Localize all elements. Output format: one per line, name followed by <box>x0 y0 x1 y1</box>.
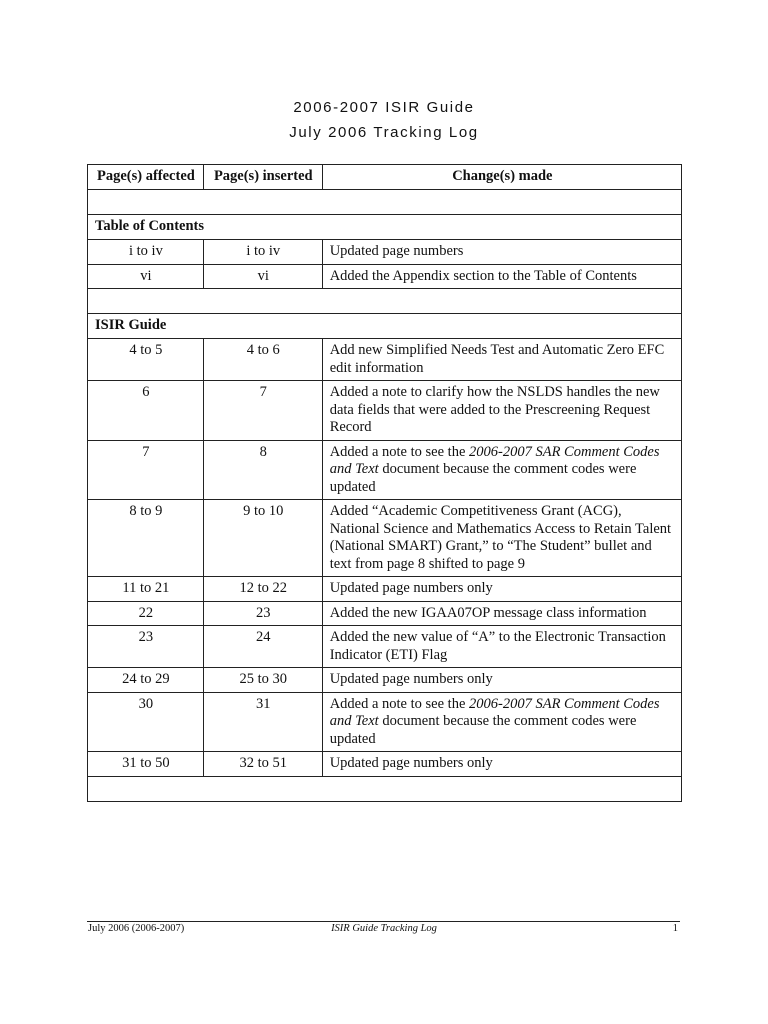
pages-affected-cell: i to iv <box>88 240 204 265</box>
change-text: Updated page numbers only <box>329 755 493 771</box>
pages-affected-cell: 24 to 29 <box>88 668 204 693</box>
pages-inserted-cell: 23 <box>203 601 322 626</box>
footer-page-number: 1 <box>672 923 678 934</box>
blank-row <box>88 289 682 314</box>
table-row <box>88 577 682 602</box>
blank-cell <box>88 289 682 314</box>
change-made-cell <box>322 601 681 626</box>
pages-affected-cell: vi <box>88 264 204 289</box>
table-row <box>88 668 682 693</box>
pages-inserted-cell: 12 to 22 <box>203 577 322 602</box>
section-heading: Table of Contents <box>88 215 682 240</box>
pages-inserted-cell: 31 <box>203 692 322 752</box>
header-pages-inserted: Page(s) inserted <box>203 165 322 190</box>
table-row <box>88 264 682 289</box>
change-made-cell <box>322 626 681 668</box>
header-pages-affected: Page(s) affected <box>88 165 204 190</box>
document-subtitle: July 2006 Tracking Log <box>289 124 479 141</box>
pages-inserted-cell: vi <box>203 264 322 289</box>
change-made-cell <box>322 668 681 693</box>
change-text: Add new Simplified Needs Test and Automatic Zero EFC edit information <box>329 342 665 376</box>
footer-rule <box>87 921 680 922</box>
pages-affected-cell: 6 <box>88 381 204 441</box>
footer-date: July 2006 (2006-2007) <box>88 923 185 934</box>
change-made-cell <box>322 500 681 577</box>
table-row <box>88 601 682 626</box>
pages-inserted-cell: 8 <box>203 440 322 500</box>
change-text: Added the new IGAA07OP message class information <box>329 604 647 621</box>
tracking-log-table <box>87 164 682 802</box>
change-text: Added a note to see the <box>329 443 470 460</box>
change-made-cell <box>322 692 681 752</box>
change-text: Added a note to clarify how the NSLDS handles the new data fields that were added to the Prescreening Request Record <box>329 384 660 435</box>
pages-affected-cell: 11 to 21 <box>88 577 204 602</box>
change-made-cell <box>322 381 681 441</box>
pages-inserted-cell: 32 to 51 <box>203 752 322 777</box>
pages-inserted-cell: 7 <box>203 381 322 441</box>
blank-row <box>88 190 682 215</box>
change-made-cell <box>322 339 681 381</box>
change-text: document because the comment codes were updated <box>329 461 637 495</box>
pages-affected-cell: 7 <box>88 440 204 500</box>
pages-affected-cell: 23 <box>88 626 204 668</box>
table-row <box>88 381 682 441</box>
table-row <box>88 752 682 777</box>
pages-affected-cell: 30 <box>88 692 204 752</box>
change-text: Added the new value of “A” to the Electronic Transaction Indicator (ETI) Flag <box>329 629 666 663</box>
table-body <box>88 190 682 802</box>
table-row <box>88 626 682 668</box>
pages-affected-cell: 8 to 9 <box>88 500 204 577</box>
change-made-cell <box>322 264 681 289</box>
pages-inserted-cell: 24 <box>203 626 322 668</box>
blank-cell <box>88 776 682 801</box>
table-header-row <box>88 165 682 190</box>
change-made-cell <box>322 752 681 777</box>
table-row <box>88 339 682 381</box>
table-row <box>88 500 682 577</box>
change-made-cell <box>322 440 681 500</box>
change-made-cell <box>322 240 681 265</box>
header-changes-made: Change(s) made <box>322 165 681 190</box>
pages-affected-cell: 31 to 50 <box>88 752 204 777</box>
section-row <box>88 314 682 339</box>
change-text: document because the comment codes were updated <box>329 713 637 747</box>
pages-affected-cell: 22 <box>88 601 204 626</box>
footer-doc-title: ISIR Guide Tracking Log <box>331 923 437 934</box>
change-text: Added a note to see the <box>329 695 470 712</box>
pages-inserted-cell: 25 to 30 <box>203 668 322 693</box>
document-reference-text: 2006-2007 SAR Comment Codes and Text <box>329 443 660 477</box>
blank-cell <box>88 190 682 215</box>
table-row <box>88 240 682 265</box>
change-text: Updated page numbers <box>329 243 464 259</box>
pages-affected-cell: 4 to 5 <box>88 339 204 381</box>
document-reference-text: 2006-2007 SAR Comment Codes and Text <box>329 695 660 729</box>
table-row <box>88 440 682 500</box>
section-heading: ISIR Guide <box>88 314 682 339</box>
pages-inserted-cell: i to iv <box>203 240 322 265</box>
pages-inserted-cell: 9 to 10 <box>203 500 322 577</box>
document-title: 2006-2007 ISIR Guide <box>293 99 475 116</box>
blank-row <box>88 776 682 801</box>
change-text: Updated page numbers only <box>329 580 493 596</box>
change-text: Added the Appendix section to the Table of Contents <box>329 267 637 284</box>
change-made-cell <box>322 577 681 602</box>
pages-inserted-cell: 4 to 6 <box>203 339 322 381</box>
change-text: Updated page numbers only <box>329 671 493 687</box>
section-row <box>88 215 682 240</box>
table-row <box>88 692 682 752</box>
change-text: Added “Academic Competitiveness Grant (ACG), National Science and Mathematics Access to Retain Talent (National SMART) Grant,” to “The Student” bullet and text from page 8 shifted to page 9 <box>329 503 672 572</box>
